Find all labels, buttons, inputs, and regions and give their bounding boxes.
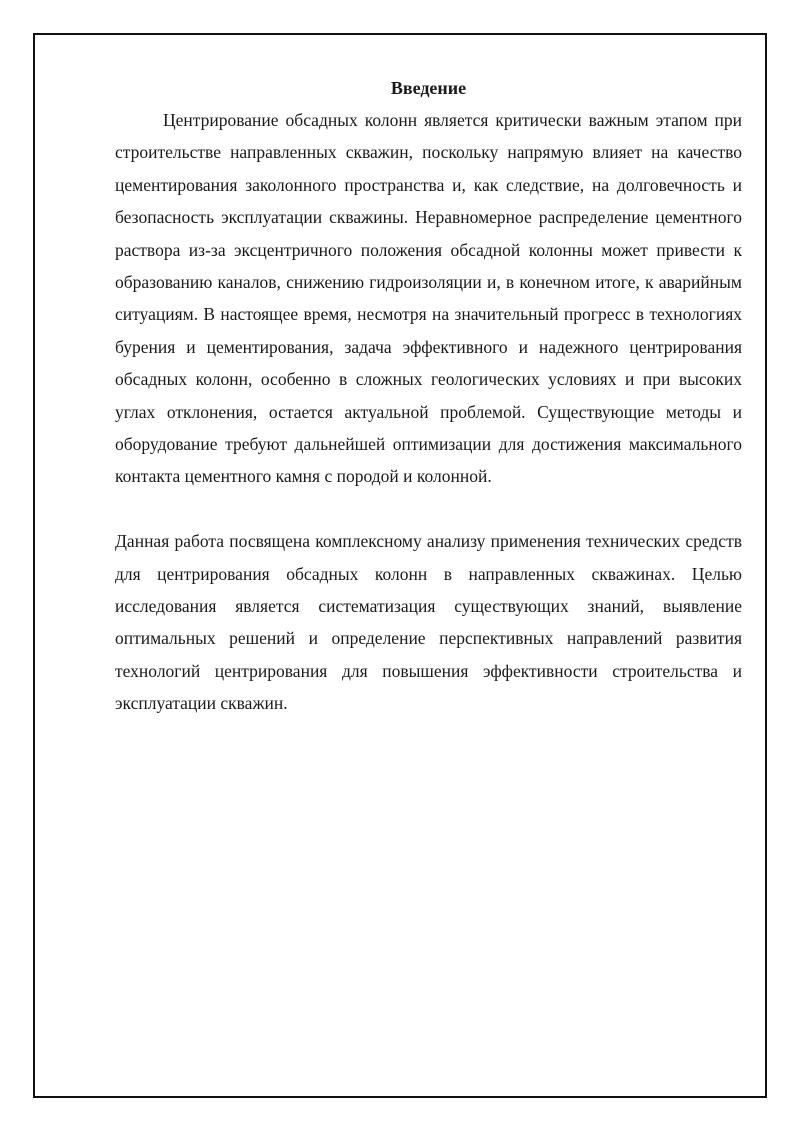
document-title: Введение [390, 78, 467, 98]
paragraph-intro: Центрирование обсадных колонн является критически важным этапом при строительстве направленных скважин, поскольку напрямую влияет на качество цементирования заколонного пространства и, как следствие, на долговечность и безопасность эксплуатации скважины. Неравномерное распределение цементного раствора из-за эксцентричного положения обсадной колонны может привести к образованию каналов, снижению гидроизоляции и, в конечном итоге, к аварийным ситуациям. В настоящее время, несмотря на значительный прогресс в технологиях бурения и цементирования, задача эффективного и надежного центрирования обсадных колонн, особенно в сложных геологических условиях и при высоких углах отклонения, остается актуальной проблемой. Существующие методы и оборудование требуют дальнейшей оптимизации для достижения максимального контакта цементного камня с породой и колонной. [115, 110, 742, 487]
document-body [115, 72, 742, 720]
paragraph-purpose: Данная работа посвящена комплексному анализу применения технических средств для центрирования обсадных колонн в направленных скважинах. Целью исследования является систематизация существующих знаний, выявление оптимальных решений и определение перспективных направлений развития технологий центрирования для повышения эффективности строительства и эксплуатации скважин. [115, 531, 742, 714]
paragraph-spacer [115, 493, 742, 525]
